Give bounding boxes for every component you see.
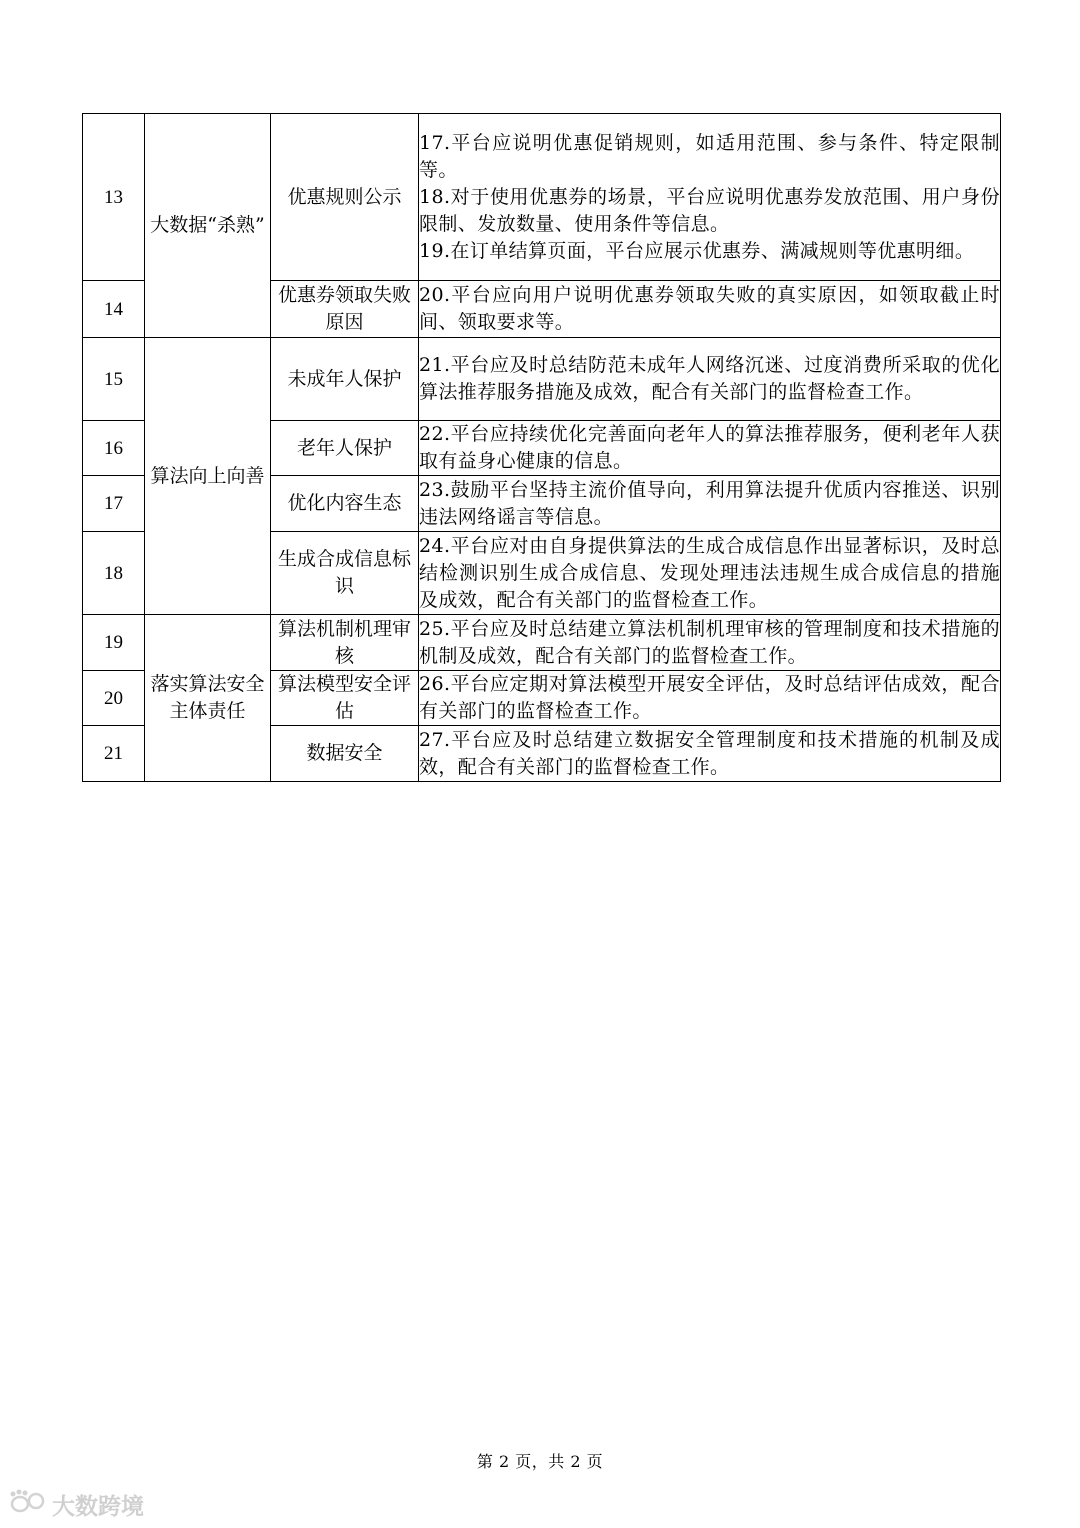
page-footer: 第 2 页，共 2 页	[476, 1452, 604, 1471]
requirement-cell	[419, 476, 1001, 532]
table-row	[83, 338, 1001, 421]
item-cell: 算法模型安全评估	[271, 671, 419, 726]
requirement-text: 27.平台应及时总结建立数据安全管理制度和技术措施的机制及成效，配合有关部门的监督检查工作。	[419, 728, 1000, 778]
row-number: 13	[83, 114, 145, 281]
requirement-cell	[419, 421, 1001, 476]
requirement-cell	[419, 338, 1001, 421]
requirement-text: 20.平台应向用户说明优惠券领取失败的真实原因，如领取截止时间、领取要求等。	[419, 284, 1000, 333]
requirement-cell	[419, 281, 1001, 338]
requirement-text: 17.平台应说明优惠促销规则，如适用范围、参与条件、特定限制等。	[419, 131, 1000, 181]
table-row	[83, 114, 1001, 281]
requirement-cell	[419, 114, 1001, 281]
requirement-cell	[419, 671, 1001, 726]
row-number: 20	[83, 671, 145, 726]
watermark-text: 大数跨境	[52, 1493, 144, 1520]
requirement-text: 24.平台应对由自身提供算法的生成合成信息作出显著标识，及时总结检测识别生成合成信息、发现处理违法违规生成合成信息的措施及成效，配合有关部门的监督检查工作。	[419, 534, 1000, 611]
requirement-text: 22.平台应持续优化完善面向老年人的算法推荐服务，便利老年人获取有益身心健康的信息。	[419, 423, 1000, 472]
item-cell: 生成合成信息标识	[271, 532, 419, 615]
watermark	[8, 1487, 144, 1521]
requirement-text: 23.鼓励平台坚持主流价值导向，利用算法提升优质内容推送、识别违法网络谣言等信息。	[419, 478, 1000, 528]
requirement-cell	[419, 726, 1001, 782]
cat-paw-logo-icon	[8, 1487, 48, 1521]
requirement-text: 25.平台应及时总结建立算法机制机理审核的管理制度和技术措施的机制及成效，配合有关部门的监督检查工作。	[419, 617, 1000, 667]
category-cell: 落实算法安全主体责任	[145, 615, 271, 782]
requirement-text: 18.对于使用优惠券的场景，平台应说明优惠券发放范围、用户身份限制、发放数量、使用条件等信息。	[419, 185, 1000, 235]
item-cell: 优惠规则公示	[271, 114, 419, 281]
item-cell: 算法机制机理审核	[271, 615, 419, 671]
row-number: 17	[83, 476, 145, 532]
row-number: 15	[83, 338, 145, 421]
table-row	[83, 615, 1001, 671]
requirement-text: 21.平台应及时总结防范未成年人网络沉迷、过度消费所采取的优化算法推荐服务措施及成效，配合有关部门的监督检查工作。	[419, 354, 1000, 403]
requirements-table	[82, 113, 1001, 782]
item-cell: 数据安全	[271, 726, 419, 782]
requirement-cell	[419, 615, 1001, 671]
category-cell: 大数据“杀熟”	[145, 114, 271, 338]
row-number: 21	[83, 726, 145, 782]
category-cell: 算法向上向善	[145, 338, 271, 615]
row-number: 18	[83, 532, 145, 615]
requirement-text: 26.平台应定期对算法模型开展安全评估，及时总结评估成效，配合有关部门的监督检查工作。	[419, 673, 1000, 722]
row-number: 14	[83, 281, 145, 338]
requirement-cell	[419, 532, 1001, 615]
item-cell: 优惠券领取失败原因	[271, 281, 419, 338]
row-number: 19	[83, 615, 145, 671]
requirement-text: 19.在订单结算页面，平台应展示优惠券、满减规则等优惠明细。	[419, 239, 975, 262]
item-cell: 优化内容生态	[271, 476, 419, 532]
item-cell: 老年人保护	[271, 421, 419, 476]
item-cell: 未成年人保护	[271, 338, 419, 421]
row-number: 16	[83, 421, 145, 476]
